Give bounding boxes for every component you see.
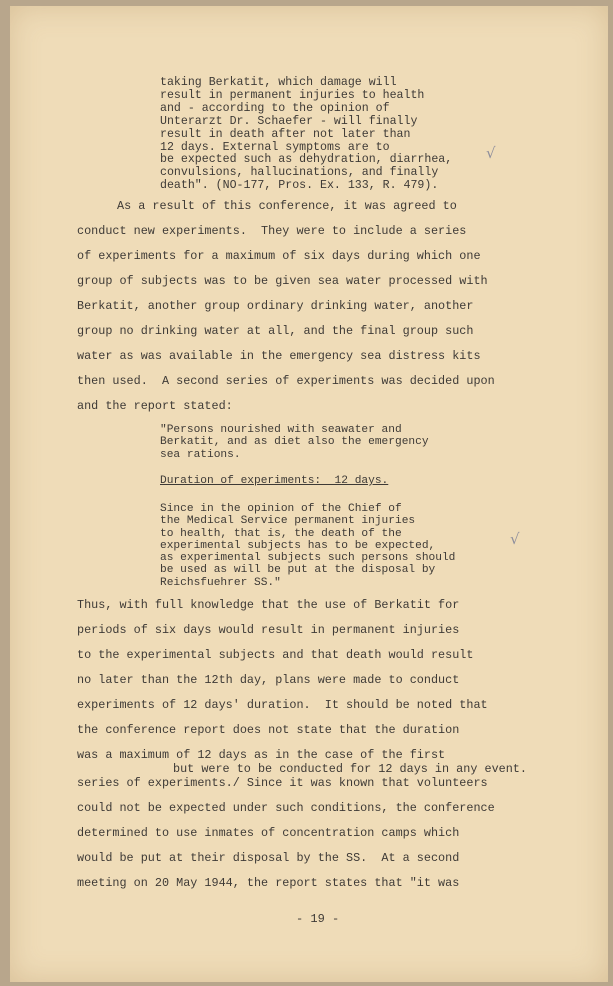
typed-insertion-line: but were to be conducted for 12 days in any event. (173, 762, 527, 776)
body-line: then used. A second series of experiments was decided upon (77, 374, 495, 388)
body-line: group no drinking water at all, and the final group such (77, 324, 474, 338)
quote-line: death". (NO-177, Pros. Ex. 133, R. 479). (160, 179, 439, 193)
handwritten-check-mark: √ (486, 144, 496, 162)
quote-line: be used as will be put at the disposal by (160, 564, 436, 577)
quote-line: and - according to the opinion of (160, 101, 390, 115)
quote-line: convulsions, hallucinations, and finally (160, 166, 439, 180)
body-line: no later than the 12th day, plans were made to conduct (77, 673, 460, 687)
body-line: As a result of this conference, it was agreed to (117, 199, 457, 213)
quote-line: the Medical Service permanent injuries (160, 515, 416, 528)
document-page (10, 6, 608, 982)
body-line: meeting on 20 May 1944, the report states that "it was (77, 876, 460, 890)
body-line: water as was available in the emergency sea distress kits (77, 349, 481, 363)
quote-block-3 (160, 503, 455, 589)
quote-line: Berkatit, and as diet also the emergency (160, 436, 429, 449)
body-line: Berkatit, another group ordinary drinking water, another (77, 299, 474, 313)
quote-block-2 (160, 424, 429, 461)
quote-line: result in permanent injuries to health (160, 88, 425, 102)
quote-line: Since in the opinion of the Chief of (160, 503, 402, 515)
body-line: determined to use inmates of concentration camps which (77, 826, 460, 840)
quote-line: sea rations. (160, 448, 241, 461)
page-number: - 19 - (296, 912, 340, 926)
quote-block-1 (160, 77, 452, 193)
body-line: experiments of 12 days' duration. It should be noted that (77, 698, 488, 712)
quote-line: experimental subjects has to be expected, (160, 539, 436, 552)
body-line: would be put at their disposal by the SS. At a second (77, 851, 460, 865)
body-line: Thus, with full knowledge that the use of Berkatit for (77, 598, 460, 612)
quote-line: be expected such as dehydration, diarrhea, (160, 153, 453, 167)
body-line: series of experiments./ Since it was known that volunteers (77, 776, 488, 790)
quote-line: Unterarzt Dr. Schaefer - will finally (160, 114, 418, 128)
body-line: was a maximum of 12 days as in the case of the first (77, 748, 446, 762)
duration-heading: Duration of experiments: 12 days. (160, 475, 389, 487)
body-line: the conference report does not state that the duration (77, 723, 460, 737)
quote-line: taking Berkatit, which damage will (160, 76, 397, 89)
body-line: of experiments for a maximum of six days during which one (77, 249, 481, 263)
body-line: to the experimental subjects and that death would result (77, 648, 474, 662)
body-line: and the report stated: (77, 399, 233, 413)
handwritten-check-mark: √ (510, 530, 520, 548)
quote-line: 12 days. External symptoms are to (160, 140, 390, 154)
quote-line: result in death after not later than (160, 127, 411, 141)
body-line: could not be expected under such conditions, the conference (77, 801, 495, 815)
quote-line: to health, that is, the death of the (160, 527, 402, 540)
body-line: conduct new experiments. They were to include a series (77, 224, 467, 238)
body-line: periods of six days would result in permanent injuries (77, 623, 460, 637)
quote-line: as experimental subjects such persons should (160, 552, 456, 565)
quote-line: "Persons nourished with seawater and (160, 424, 402, 436)
body-line: group of subjects was to be given sea water processed with (77, 274, 488, 288)
quote-line: Reichsfuehrer SS." (160, 576, 281, 589)
